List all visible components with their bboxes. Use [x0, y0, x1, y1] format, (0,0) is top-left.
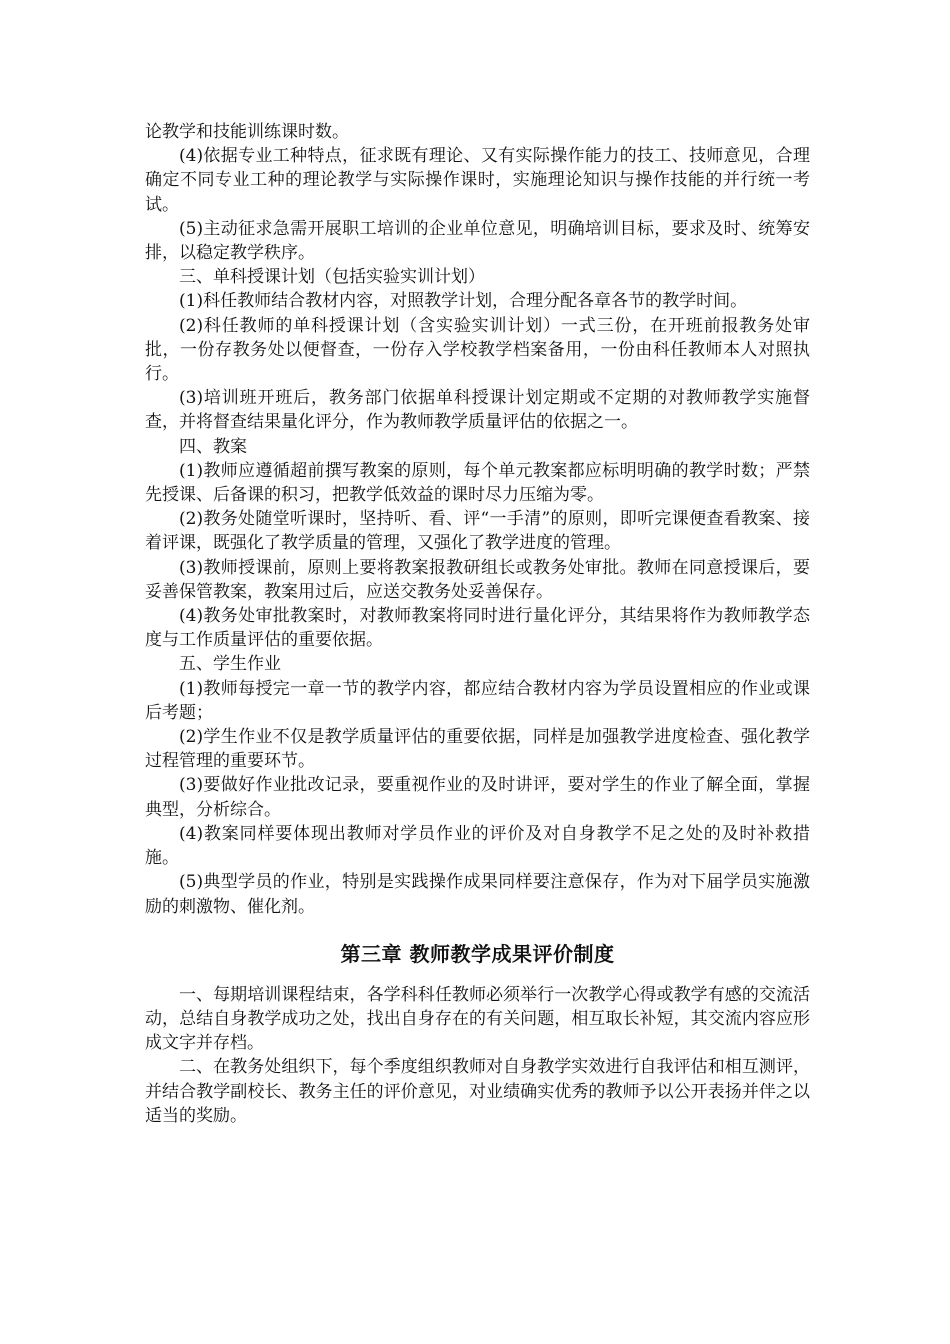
- paragraph: (3)教师授课前，原则上要将教案报教研组长或教务处审批。教师在同意授课后，要妥善保管教案，教案用过后，应送交教务处妥善保存。: [145, 557, 810, 602]
- paragraph: (1)科任教师结合教材内容，对照教学计划，合理分配各章各节的教学时间。: [179, 291, 748, 312]
- paragraph: (1)教师每授完一章一节的教学内容，都应结合教材内容为学员设置相应的作业或课后考题；: [145, 678, 810, 723]
- paragraph: (3)要做好作业批改记录，要重视作业的及时讲评，要对学生的作业了解全面，掌握典型，分析综合。: [145, 775, 810, 820]
- paragraph: 论教学和技能训练课时数。: [145, 122, 349, 142]
- paragraph: (5)典型学员的作业，特别是实践操作成果同样要注意保存，作为对下届学员实施激励的刺激物、催化剂。: [145, 872, 810, 917]
- paragraph: (2)学生作业不仅是教学质量评估的重要依据，同样是加强教学进度检查、强化教学过程管理的重要环节。: [145, 727, 810, 772]
- paragraph: (2)科任教师的单科授课计划（含实验实训计划）一式三份，在开班前报教务处审批，一份存教务处以便督查，一份存入学校教学档案备用，一份由科任教师本人对照执行。: [145, 315, 810, 385]
- paragraph: (5)主动征求急需开展职工培训的企业单位意见，明确培训目标，要求及时、统筹安排，以稳定教学秩序。: [145, 218, 810, 264]
- paragraph: (4)教案同样要体现出教师对学员作业的评价及对自身教学不足之处的及时补救措施。: [145, 823, 810, 869]
- section-heading: 五、学生作业: [179, 654, 281, 675]
- document-page: [145, 120, 810, 1128]
- paragraph: (1)教师应遵循超前撰写教案的原则，每个单元教案都应标明明确的教学时数；严禁先授课、后备课的积习，把教学低效益的课时尽力压缩为零。: [145, 460, 810, 506]
- paragraph: 一、每期培训课程结束，各学科科任教师必须举行一次教学心得或教学有感的交流活动，总结自身教学成功之处，找出自身存在的有关问题，相互取长补短，其交流内容应形成文字并存档。: [145, 984, 810, 1054]
- paragraph: (4)依据专业工种特点，征求既有理论、又有实际操作能力的技工、技师意见，合理确定不同专业工种的理论教学与实际操作课时，实施理论知识与操作技能的并行统一考试。: [145, 146, 810, 215]
- chapter-title: 第三章 教师教学成果评价制度: [340, 941, 615, 966]
- paragraph: (3)培训班开班后，教务部门依据单科授课计划定期或不定期的对教师教学实施督查，并将督查结果量化评分，作为教师教学质量评估的依据之一。: [145, 388, 810, 433]
- paragraph: 二、在教务处组织下，每个季度组织教师对自身教学实效进行自我评估和相互测评，并结合教学副校长、教务主任的评价意见，对业绩确实优秀的教师予以公开表扬并伴之以适当的奖励。: [145, 1057, 810, 1126]
- section-heading: 四、教案: [179, 436, 247, 457]
- paragraph: (4)教务处审批教案时，对教师教案将同时进行量化评分，其结果将作为教师教学态度与工作质量评估的重要依据。: [145, 606, 810, 651]
- section-heading: 三、单科授课计划（包括实验实训计划）: [179, 267, 485, 288]
- paragraph: (2)教务处随堂听课时，坚持听、看、评“一手清”的原则，即听完课便查看教案、接着评课，既强化了教学质量的管理，又强化了教学进度的管理。: [145, 509, 810, 554]
